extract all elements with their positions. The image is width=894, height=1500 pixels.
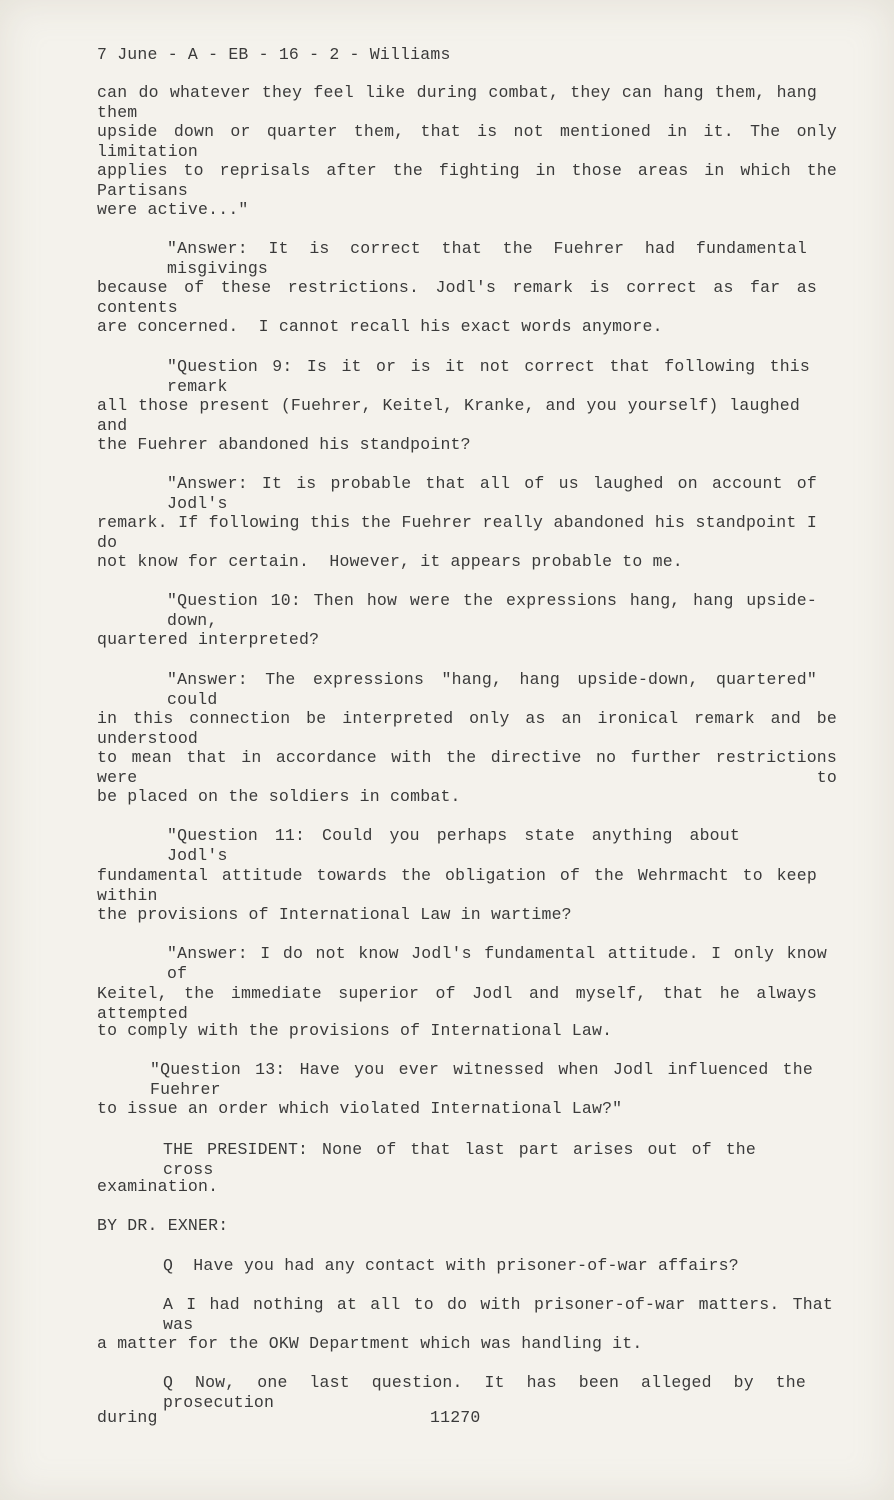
text-line: because of these restrictions. Jodl's remark is correct as far as contents [97, 278, 817, 317]
text-line: "Answer: The expressions "hang, hang upside-down, quartered" could [167, 670, 817, 709]
text-line: Q Now, one last question. It has been alleged by the prosecution [163, 1373, 806, 1412]
text-line: all those present (Fuehrer, Keitel, Kranke, and you yourself) laughed and [97, 396, 800, 435]
text-line: "Answer: It is correct that the Fuehrer had fundamental misgivings [167, 239, 807, 278]
text-line: the Fuehrer abandoned his standpoint? [97, 435, 471, 454]
text-line: to comply with the provisions of International Law. [97, 1021, 613, 1040]
text-line: A I had nothing at all to do with prisoner-of-war matters. That was [163, 1295, 833, 1334]
text-line: not know for certain. However, it appears probable to me. [97, 552, 683, 571]
page-number: 11270 [430, 1408, 481, 1427]
text-line: "Question 10: Then how were the expressions hang, hang upside-down, [167, 591, 817, 630]
footer-continuation-word: during [97, 1408, 158, 1427]
text-line: remark. If following this the Fuehrer really abandoned his standpoint I do [97, 513, 817, 552]
text-line: are concerned. I cannot recall his exact words anymore. [97, 317, 663, 336]
text-line: fundamental attitude towards the obligation of the Wehrmacht to keep within [97, 866, 817, 905]
text-line: "Answer: It is probable that all of us laughed on account of Jodl's [167, 474, 817, 513]
text-line: "Question 13: Have you ever witnessed when Jodl influenced the Fuehrer [150, 1060, 813, 1099]
text-line: a matter for the OKW Department which was handling it. [97, 1334, 643, 1353]
text-line: Q Have you had any contact with prisoner-of-war affairs? [163, 1256, 739, 1275]
text-line: applies to reprisals after the fighting in those areas in which the Partisans [97, 161, 837, 200]
text-line: the provisions of International Law in wartime? [97, 905, 572, 924]
text-line: BY DR. EXNER: [97, 1216, 229, 1235]
text-line: quartered interpreted? [97, 630, 320, 649]
page-header: 7 June - A - EB - 16 - 2 - Williams [97, 45, 451, 64]
text-line: "Question 11: Could you perhaps state anything about Jodl's [167, 826, 740, 865]
text-line: THE PRESIDENT: None of that last part arises out of the cross [163, 1140, 756, 1179]
text-line: to issue an order which violated International Law?" [97, 1099, 623, 1118]
text-line: Keitel, the immediate superior of Jodl and myself, that he always attempted [97, 984, 817, 1023]
text-line: in this connection be interpreted only as an ironical remark and be understood [97, 709, 837, 748]
text-line: examination. [97, 1177, 219, 1196]
text-line: can do whatever they feel like during combat, they can hang them, hang them [97, 83, 817, 122]
text-line: be placed on the soldiers in combat. [97, 787, 461, 806]
text-line: were active..." [97, 200, 249, 219]
text-line: to mean that in accordance with the directive no further restrictions were to [97, 748, 837, 787]
text-line: "Answer: I do not know Jodl's fundamental attitude. I only know of [167, 944, 827, 983]
text-line: "Question 9: Is it or is it not correct that following this remark [167, 357, 810, 396]
text-line: upside down or quarter them, that is not mentioned in it. The only limitation [97, 122, 837, 161]
